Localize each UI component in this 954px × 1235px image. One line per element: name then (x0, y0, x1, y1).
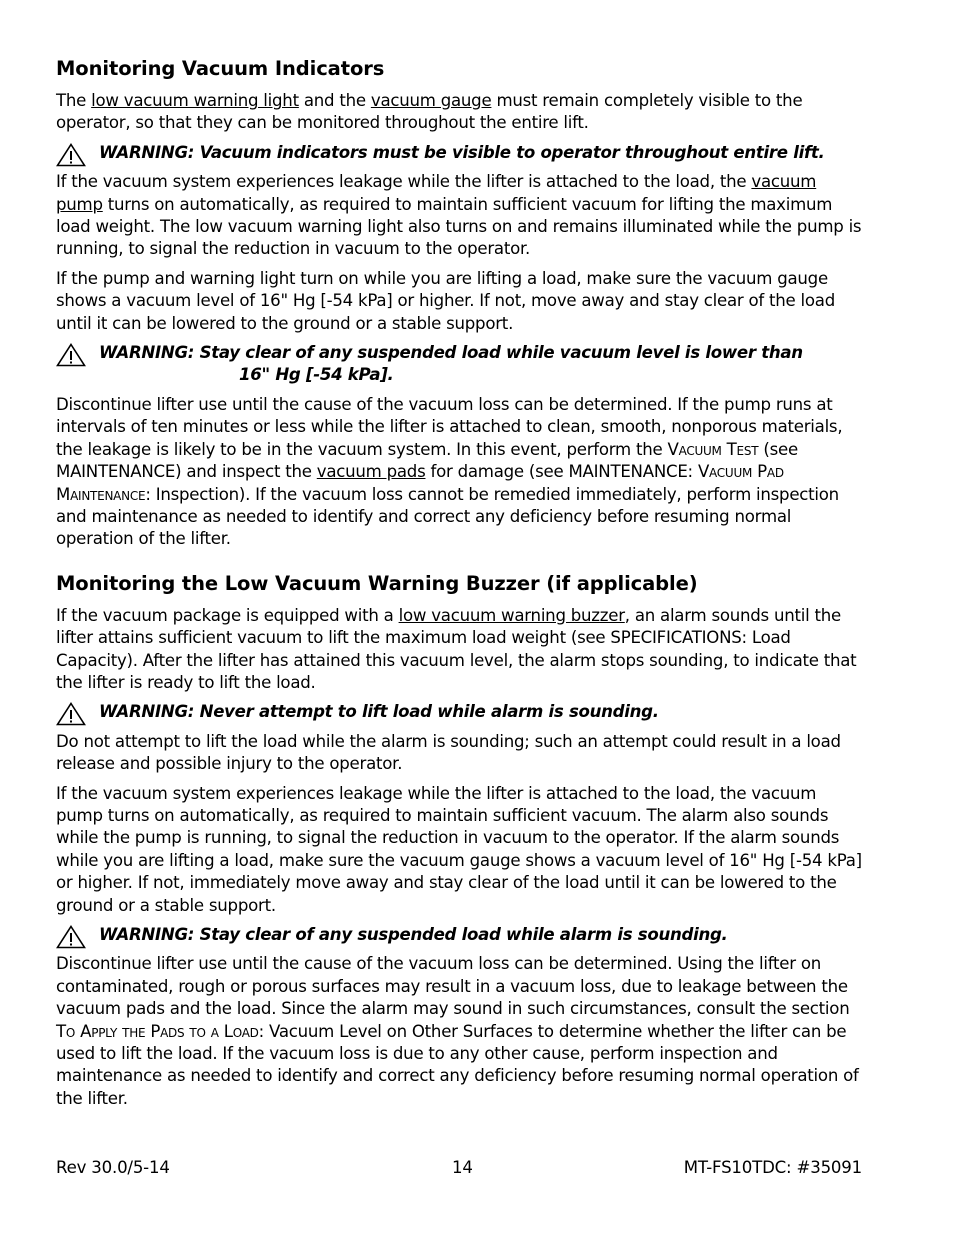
paragraph: Do not attempt to lift the load while the alarm is sounding; such an attempt could result in a load release and possible injury to the operator. (56, 731, 841, 774)
revision-label: Rev 30.0/5-14 (56, 1158, 170, 1177)
warning-note: WARNING: Vacuum indicators must be visible to operator throughout entire lift. (56, 142, 864, 164)
warning-note: WARNING: Stay clear of any suspended load while vacuum level is lower than 16" Hg [-54 kPa]. (56, 342, 864, 387)
warning-note: WARNING: Never attempt to lift load while alarm is sounding. (56, 701, 864, 723)
paragraph: The low vacuum warning light and the vacuum gauge must remain completely visible to the operator, so that they can be monitored throughout the entire lift. (56, 91, 803, 133)
paragraph: If the vacuum system experiences leakage while the lifter is attached to the load, the vacuum pump turns on automatically, as required to maintain sufficient vacuum. The alarm also sounds while the pump is running, to signal the reduction in vacuum to the operator. If the alarm sounds while you are lifting a load, make sure the vacuum gauge shows a vacuum level of 16" Hg [-54 kPa] or higher. If not, immediately move away and stay clear of the load until it can be lowered to the ground or a stable support. (56, 783, 862, 915)
paragraph: If the vacuum package is equipped with a low vacuum warning buzzer, an alarm sounds until the lifter attains sufficient vacuum to lift the maximum load weight (see SPECIFICATIONS: Load Capacity). After the lifter has attained this vacuum level, the alarm stops sounding, to indicate that the lifter is ready to lift the load. (56, 605, 857, 692)
warning-note: WARNING: Stay clear of any suspended load while alarm is sounding. (56, 924, 864, 946)
page-number: 14 (452, 1158, 473, 1177)
section-reference: Vacuum Test (667, 439, 759, 459)
warning-triangle-icon (56, 143, 86, 167)
section-heading-vacuum-indicators: Monitoring Vacuum Indicators (56, 57, 385, 80)
paragraph: Discontinue lifter use until the cause of the vacuum loss can be determined. Using the lifter on contaminated, rough or porous surfaces may result in a vacuum loss, due to leakage between the vacuum pads and the load. Since the alarm may sound in such circumstances, consult the section To Apply the Pads to a Load: Vacuum Level on Other Surfaces to determine whether the lifter can be used to lift the load. If the vacuum loss is due to any other cause, perform inspection and maintenance as needed to identify and correct any deficiency before resuming normal operation of the lifter. (56, 954, 859, 1108)
term-low-vacuum-warning-light: low vacuum warning light (91, 91, 299, 110)
term-vacuum-gauge: vacuum gauge (370, 91, 492, 110)
section-reference: To Apply the Pads to a Load (56, 1021, 259, 1041)
term-vacuum-pump: vacuum pump (56, 172, 817, 214)
warning-triangle-icon (56, 702, 86, 726)
warning-triangle-icon (56, 343, 86, 367)
paragraph: If the vacuum system experiences leakage while the lifter is attached to the load, the vacuum pump turns on automatically, as required to maintain sufficient vacuum for lifting the maximum load weight. The low vacuum warning light also turns on and remains illuminated while the pump is running, to signal the reduction in vacuum to the operator. (56, 172, 862, 259)
section-heading-warning-buzzer: Monitoring the Low Vacuum Warning Buzzer (if applicable) (56, 571, 698, 595)
section-reference: Vacuum Pad Maintenance (56, 462, 784, 504)
term-vacuum-pads: vacuum pads (316, 462, 426, 482)
paragraph: If the pump and warning light turn on while you are lifting a load, make sure the vacuum gauge shows a vacuum level of 16" Hg [-54 kPa] or higher. If not, move away and stay clear of the load until it can be lowered to the ground or a stable support. (56, 268, 835, 333)
document-id: MT-FS10TDC: #35091 (683, 1158, 862, 1177)
warning-triangle-icon (56, 925, 86, 949)
document-page (56, 56, 864, 1117)
term-low-vacuum-warning-buzzer: low vacuum warning buzzer (398, 605, 625, 625)
paragraph: Discontinue lifter use until the cause of the vacuum loss can be determined. If the pump runs at intervals of ten minutes or less while the lifter is attached to clean, smooth, nonporous materials, the leakage is likely to be in the vacuum system. In this event, perform the Vacuum Test (see MAINTENANCE) and inspect the vacuum pads for damage (see MAINTENANCE: Vacuum Pad Maintenance: Inspection). If the vacuum loss cannot be remedied immediately, perform inspection and maintenance as needed to identify and correct any deficiency before resuming normal operation of the lifter. (56, 394, 843, 549)
page-footer (56, 1157, 864, 1179)
